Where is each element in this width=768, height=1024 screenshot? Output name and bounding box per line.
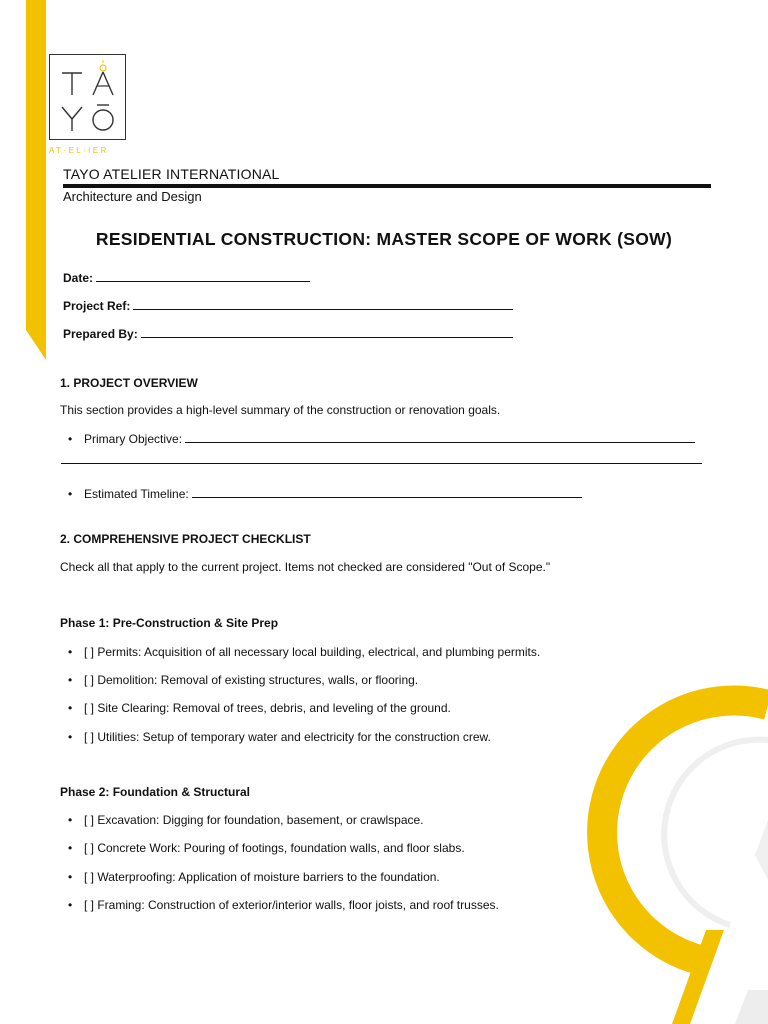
date-blank-line[interactable] (96, 271, 310, 282)
primary-objective-item (68, 432, 695, 446)
estimated-timeline-label: Estimated Timeline: (84, 487, 189, 501)
project-ref-field (63, 299, 513, 313)
phase-2-item-waterproofing[interactable] (68, 870, 440, 884)
bullet-dot: • (68, 645, 73, 659)
prepared-by-label: Prepared By: (63, 327, 138, 341)
logo-subtitle: AT·EL·IER (49, 146, 109, 155)
company-tagline: Architecture and Design (63, 189, 202, 204)
bullet-dot: • (68, 730, 73, 744)
project-ref-blank-line[interactable] (133, 299, 513, 310)
phase-1-item-site-clearing[interactable] (68, 701, 451, 715)
checklist-item-text: [ ] Demolition: Removal of existing structures, walls, or flooring. (84, 673, 419, 687)
bullet-dot: • (68, 432, 73, 446)
phase-1-heading: Phase 1: Pre-Construction & Site Prep (60, 616, 279, 630)
section-1-heading: 1. PROJECT OVERVIEW (60, 376, 198, 390)
checklist-item-text: [ ] Site Clearing: Removal of trees, debris, and leveling of the ground. (84, 701, 451, 715)
checklist-item-text: [ ] Excavation: Digging for foundation, basement, or crawlspace. (84, 813, 424, 827)
phase-2-item-concrete[interactable] (68, 841, 465, 855)
checklist-item-text: [ ] Utilities: Setup of temporary water and electricity for the construction crew. (84, 730, 491, 744)
section-1-intro: This section provides a high-level summary of the construction or renovation goals. (60, 403, 501, 417)
bullet-dot: • (68, 701, 73, 715)
primary-objective-blank-line[interactable] (185, 432, 695, 443)
phase-1-item-utilities[interactable] (68, 730, 491, 744)
bullet-dot: • (68, 673, 73, 687)
bullet-dot: • (68, 898, 73, 912)
document-title: RESIDENTIAL CONSTRUCTION: MASTER SCOPE OF WORK (SOW) (95, 229, 673, 249)
date-field (63, 271, 310, 285)
phase-1-item-demolition[interactable] (68, 673, 418, 687)
estimated-timeline-item (68, 487, 582, 501)
checklist-item-text: [ ] Waterproofing: Application of moisture barriers to the foundation. (84, 870, 440, 884)
primary-objective-continuation-line[interactable] (61, 463, 702, 464)
section-2-heading: 2. COMPREHENSIVE PROJECT CHECKLIST (60, 532, 311, 546)
phase-2-heading: Phase 2: Foundation & Structural (60, 785, 251, 799)
section-2-intro: Check all that apply to the current project. Items not checked are considered "Out of Scope." (60, 560, 551, 574)
header-rule (63, 184, 711, 188)
company-logo (49, 54, 126, 140)
phase-2-item-framing[interactable] (68, 898, 499, 912)
bullet-dot: • (68, 870, 73, 884)
bullet-dot: • (68, 487, 73, 501)
checklist-item-text: [ ] Framing: Construction of exterior/interior walls, floor joists, and roof trusses. (84, 898, 499, 912)
checklist-item-text: [ ] Permits: Acquisition of all necessary local building, electrical, and plumbing permits. (84, 645, 541, 659)
estimated-timeline-blank-line[interactable] (192, 487, 582, 498)
prepared-by-field (63, 327, 513, 341)
checklist-item-text: [ ] Concrete Work: Pouring of footings, foundation walls, and floor slabs. (84, 841, 465, 855)
prepared-by-blank-line[interactable] (141, 327, 513, 338)
company-name: TAYO ATELIER INTERNATIONAL (63, 166, 280, 182)
phase-1-item-permits[interactable] (68, 645, 540, 659)
bullet-dot: • (68, 813, 73, 827)
date-label: Date: (63, 271, 94, 285)
primary-objective-label: Primary Objective: (84, 432, 183, 446)
project-ref-label: Project Ref: (63, 299, 131, 313)
phase-2-item-excavation[interactable] (68, 813, 424, 827)
bullet-dot: • (68, 841, 73, 855)
